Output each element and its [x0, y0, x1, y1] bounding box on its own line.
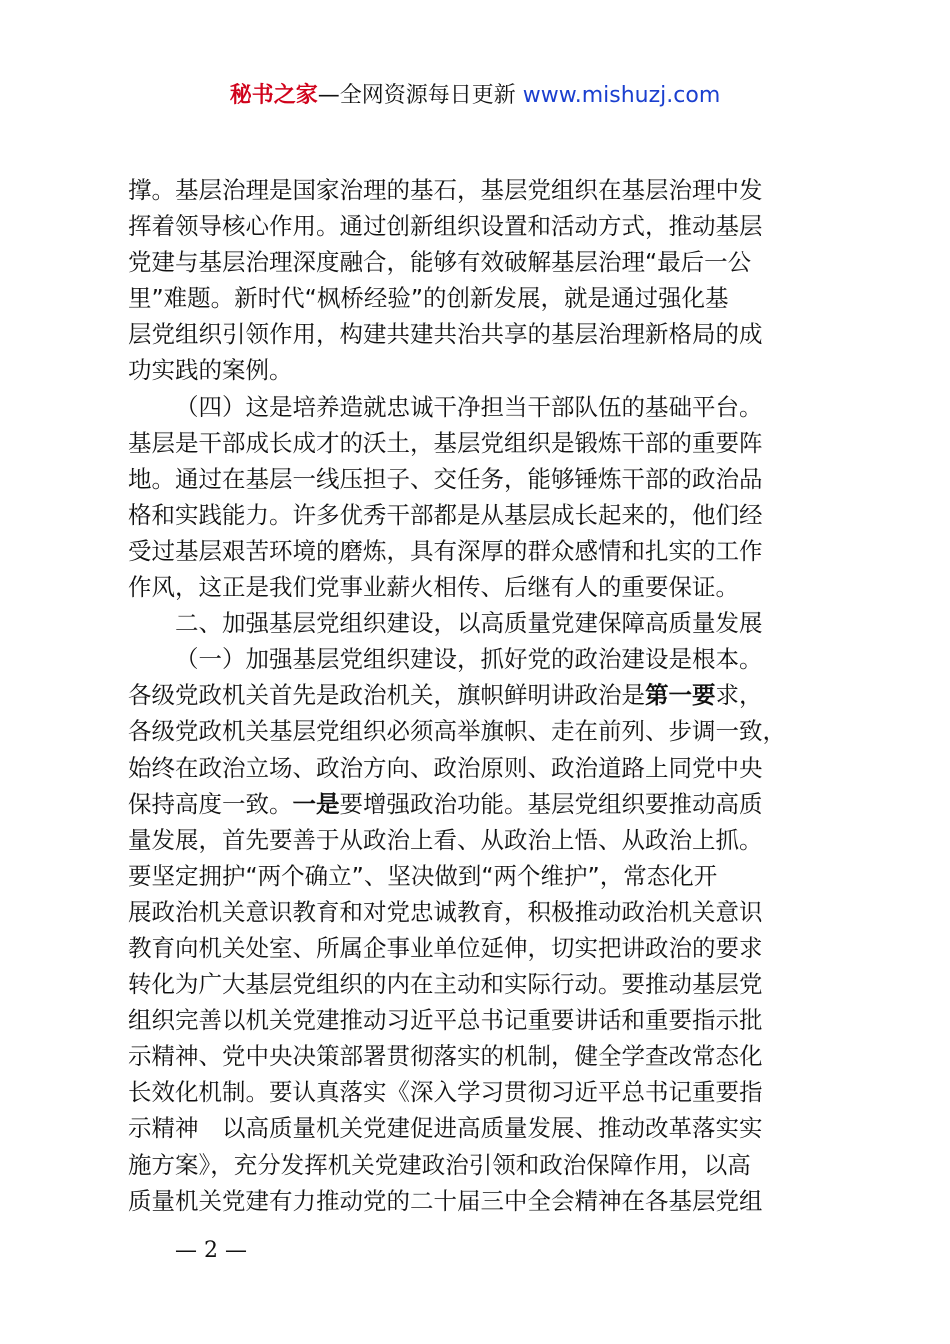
site-url[interactable]: www.mishuzj.com [522, 83, 721, 108]
text-line-with-bold [128, 786, 828, 822]
text-line: 量发展，首先要善于从政治上看、从政治上悟、从政治上抓。 [128, 825, 763, 854]
text-line: 挥着领导核心作用。通过创新组织设置和活动方式，推动基层 [128, 212, 763, 241]
text-line: 作风，这正是我们党事业薪火相传、后继有人的重要保证。 [128, 573, 739, 602]
text-line: 层党组织引领作用，构建共建共治共享的基层治理新格局的成 [128, 320, 763, 349]
bold-emphasis: 一是 [292, 789, 340, 818]
text-line: 受过基层艰苦环境的磨炼，具有深厚的群众感情和扎实的工作 [128, 536, 763, 565]
chapter-heading-2: 二、加强基层党组织建设，以高质量党建保障高质量发展 [175, 609, 763, 638]
text-line: 格和实践能力。许多优秀干部都是从基层成长起来的，他们经 [128, 500, 763, 529]
header-tagline: —全网资源每日更新 [317, 83, 516, 108]
text-line-with-bold [128, 677, 828, 713]
section-heading-4: （四）这是培养造就忠诚干净担当干部队伍的基础平台。 [175, 392, 763, 421]
line-text-after: 求， [715, 681, 763, 710]
text-line: 地。通过在基层一线压担子、交任务，能够锤炼干部的政治品 [128, 464, 763, 493]
text-line: 教育向机关处室、所属企事业单位延伸，切实把讲政治的要求 [128, 933, 763, 962]
text-line: 组织完善以机关党建推动习近平总书记重要讲话和重要指示批 [128, 1006, 763, 1035]
text-line: 里”难题。新时代“枫桥经验”的创新发展，就是通过强化基 [128, 284, 729, 313]
text-line: 功实践的案例。 [128, 356, 293, 385]
text-line: 要坚定拥护“两个确立”、坚决做到“两个维护”，常态化开 [128, 861, 718, 890]
site-header [0, 80, 950, 112]
line-text-before: 各级党政机关首先是政治机关，旗帜鲜明讲政治是 [128, 681, 645, 710]
brand-name: 秘书之家 [229, 83, 318, 108]
text-line: 示精神、党中央决策部署贯彻落实的机制，健全学查改常态化 [128, 1042, 763, 1071]
text-line: 转化为广大基层党组织的内在主动和实际行动。要推动基层党 [128, 970, 763, 999]
text-line: 各级党政机关基层党组织必须高举旗帜、走在前列、步调一致， [128, 717, 786, 746]
text-line: 党建与基层治理深度融合，能够有效破解基层治理“最后一公 [128, 248, 752, 277]
text-line: 长效化机制。要认真落实《深入学习贯彻习近平总书记重要指 [128, 1078, 763, 1107]
text-line: 撑。基层治理是国家治理的基石，基层党组织在基层治理中发 [128, 176, 763, 204]
section-heading-1: （一）加强基层党组织建设，抓好党的政治建设是根本。 [175, 645, 763, 674]
text-line: 展政治机关意识教育和对党忠诚教育，积极推动政治机关意识 [128, 897, 763, 926]
text-line: 始终在政治立场、政治方向、政治原则、政治道路上同党中央 [128, 753, 763, 782]
line-text-after: 要增强政治功能。基层党组织要推动高质 [339, 789, 763, 818]
text-line: 基层是干部成长成才的沃土，基层党组织是锻炼干部的重要阵 [128, 428, 763, 457]
bold-emphasis: 第一要 [645, 681, 716, 710]
line-text-before: 保持高度一致。 [128, 789, 293, 818]
text-line: 示精神 以高质量机关党建促进高质量发展、推动改革落实实 [128, 1114, 763, 1143]
document-body [128, 172, 828, 1219]
page-number: — 2 — [175, 1238, 247, 1263]
text-line: 施方案》，充分发挥机关党建政治引领和政治保障作用，以高 [128, 1150, 751, 1179]
text-line: 质量机关党建有力推动党的二十届三中全会精神在各基层党组 [128, 1186, 763, 1215]
